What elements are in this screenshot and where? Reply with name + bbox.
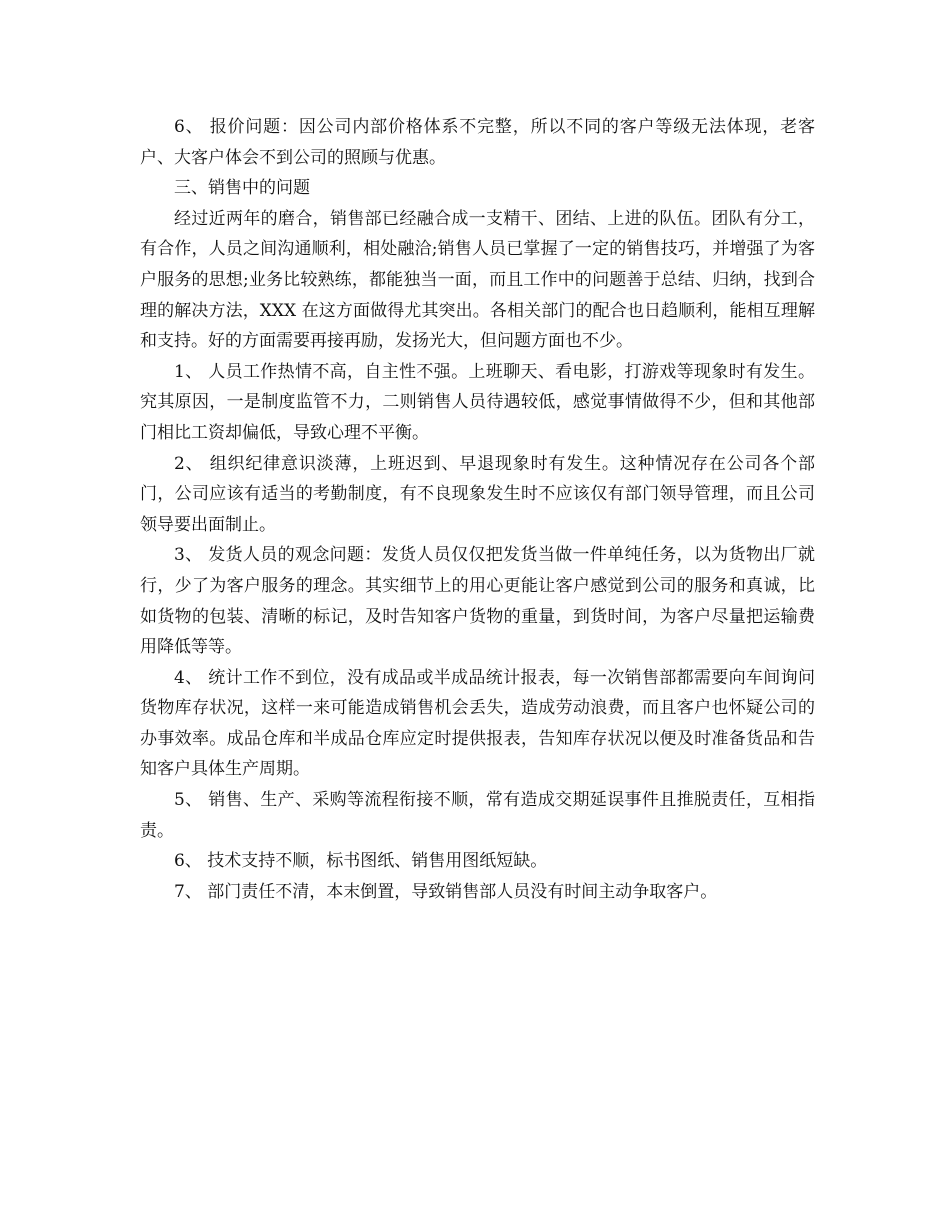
paragraph-item-4: 4、 统计工作不到位，没有成品或半成品统计报表，每一次销售部都需要向车间询问货物库存状况，这样一来可能造成销售机会丢失，造成劳动浪费，而且客户也怀疑公司的办事效率。成品仓库和半成品仓库应定时提供报表，告知库存状况以便及时准备货品和告知客户具体生产周期。	[140, 667, 815, 780]
section-heading-sales-problems: 三、销售中的问题	[174, 178, 310, 199]
paragraph-item-6-pricing: 6、 报价问题：因公司内部价格体系不完整，所以不同的客户等级无法体现，老客户、大客户体会不到公司的照顾与优惠。	[140, 117, 815, 168]
document-body	[140, 112, 815, 907]
paragraph-intro: 经过近两年的磨合，销售部已经融合成一支精干、团结、上进的队伍。团队有分工，有合作，人员之间沟通顺利，相处融洽;销售人员已掌握了一定的销售技巧，并增强了为客户服务的思想;业务比较熟练，都能独当一面，而且工作中的问题善于总结、归纳，找到合理的解决方法，XXX 在这方面做得尤其突出。各相关部门的配合也日趋顺利，能相互理解和支持。好的方面需要再接再励，发扬光大，但问题方面也不少。	[140, 208, 815, 352]
paragraph-item-1: 1、 人员工作热情不高，自主性不强。上班聊天、看电影，打游戏等现象时有发生。究其原因，一是制度监管不力，二则销售人员待遇较低，感觉事情做得不少，但和其他部门相比工资却偏低，导致心理不平衡。	[140, 361, 815, 443]
paragraph-item-7: 7、 部门责任不清，本末倒置，导致销售部人员没有时间主动争取客户。	[174, 881, 718, 902]
paragraph-item-3: 3、 发货人员的观念问题：发货人员仅仅把发货当做一件单纯任务，以为货物出厂就行，少了为客户服务的理念。其实细节上的用心更能让客户感觉到公司的服务和真诚，比如货物的包装、清晰的标记，及时告知客户货物的重量，到货时间，为客户尽量把运输费用降低等等。	[140, 545, 815, 658]
paragraph-item-6-tech: 6、 技术支持不顺，标书图纸、销售用图纸短缺。	[174, 851, 548, 872]
paragraph-item-5: 5、 销售、生产、采购等流程衔接不顺，常有造成交期延误事件且推脱责任，互相指责。	[140, 790, 815, 841]
paragraph-item-2: 2、 组织纪律意识淡薄，上班迟到、早退现象时有发生。这种情况存在公司各个部门，公司应该有适当的考勤制度，有不良现象发生时不应该仅有部门领导管理，而且公司领导要出面制止。	[140, 453, 815, 535]
